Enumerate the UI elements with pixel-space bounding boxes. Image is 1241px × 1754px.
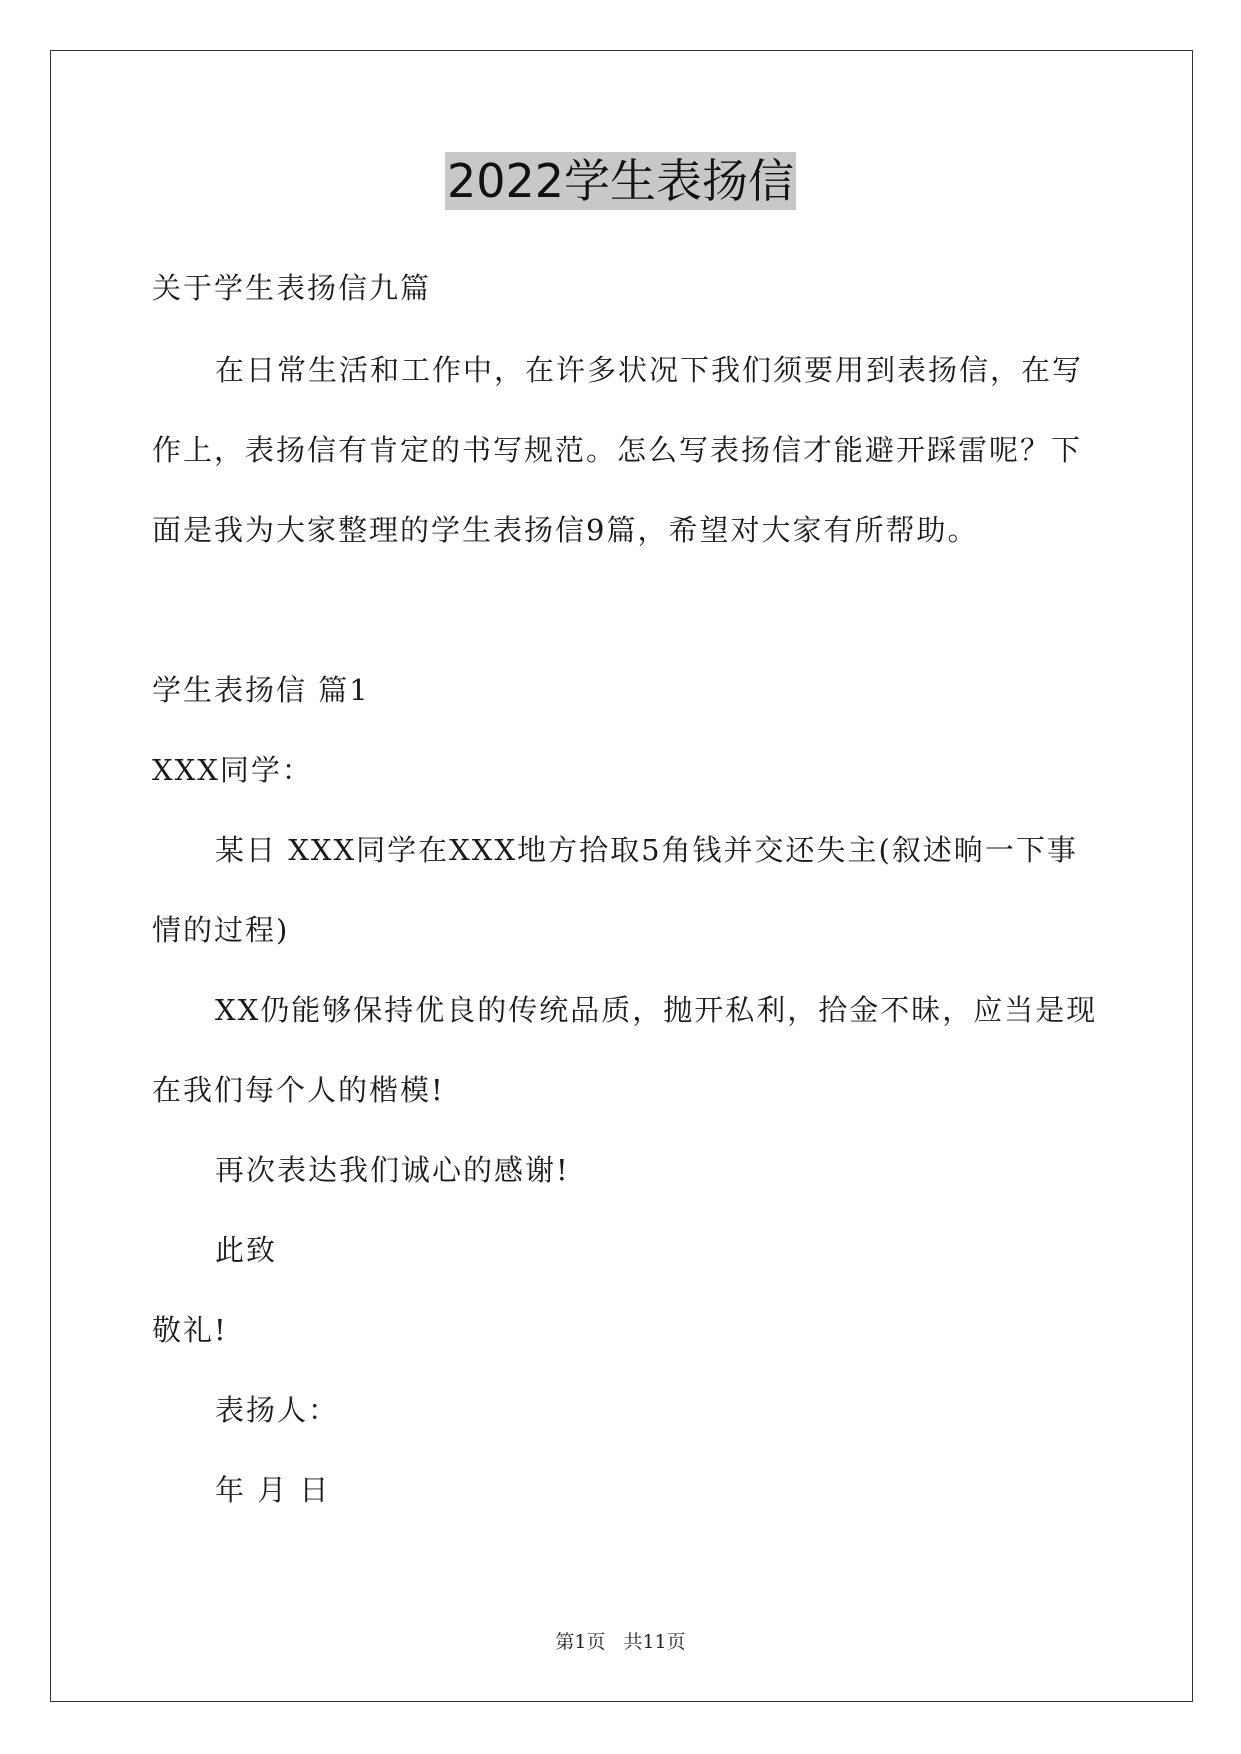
body-line-3: XX仍能够保持优良的传统品质，抛开私利，拾金不昧，应当是现	[215, 993, 1098, 1027]
body-line-1: 某日 XXX同学在XXX地方拾取5角钱并交还失主(叙述晌一下事	[215, 833, 1078, 867]
body-line-5: 再次表达我们诚心的感谢!	[215, 1153, 570, 1187]
section-heading: 学生表扬信 篇1	[152, 673, 370, 707]
page-title: 2022学生表扬信	[446, 154, 795, 208]
subtitle: 关于学生表扬信九篇	[152, 271, 432, 305]
intro-line-2: 作上，表扬信有肯定的书写规范。怎么写表扬信才能避开踩雷呢？下	[152, 433, 1083, 467]
body-line-4: 在我们每个人的楷模!	[152, 1073, 445, 1107]
salutation: XXX同学：	[152, 753, 313, 787]
date-label: 年 月 日	[215, 1473, 331, 1507]
page-number: 第1页	[555, 1631, 606, 1653]
body-line-2: 情的过程)	[152, 913, 290, 947]
intro-line-1: 在日常生活和工作中，在许多状况下我们须要用到表扬信，在写	[215, 353, 1084, 387]
closing-cizhi: 此致	[215, 1233, 278, 1267]
page-footer	[0, 1630, 1241, 1654]
title-wrap	[0, 152, 1241, 210]
page-total: 共11页	[623, 1631, 686, 1653]
intro-line-3: 面是我为大家整理的学生表扬信9篇，希望对大家有所帮助。	[152, 513, 979, 547]
closing-jingli: 敬礼!	[152, 1313, 228, 1347]
signer-label: 表扬人：	[215, 1393, 340, 1427]
